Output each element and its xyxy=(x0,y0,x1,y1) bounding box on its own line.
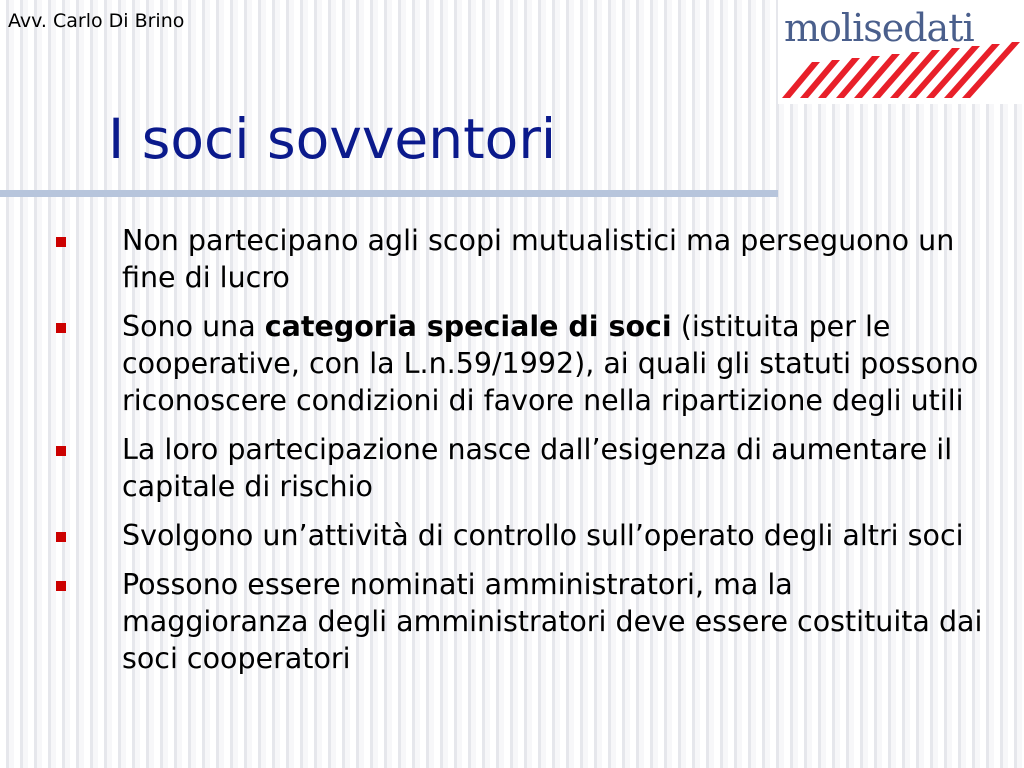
bullet-text-bold: categoria speciale di soci xyxy=(264,310,672,343)
bullet-list xyxy=(0,222,1024,689)
molisedati-logo xyxy=(778,0,1024,104)
author-label: Avv. Carlo Di Brino xyxy=(8,10,185,32)
bullet-text-post: (istituita per le cooperative, con la L.n.59/1992), ai quali gli statuti possono riconoscere condizioni di favore nella ripartizione degli utili xyxy=(122,310,979,417)
bullet-text: Non partecipano agli scopi mutualistici ma perseguono un fine di lucro xyxy=(122,224,955,294)
square-bullet-icon xyxy=(56,532,66,542)
bullet-text: La loro partecipazione nasce dall’esigenza di aumentare il capitale di rischio xyxy=(122,433,953,503)
title-divider xyxy=(0,190,778,197)
bullet-item xyxy=(0,431,1024,505)
slide-title: I soci sovventori xyxy=(108,107,557,171)
bullet-item xyxy=(0,308,1024,419)
square-bullet-icon xyxy=(56,237,66,247)
square-bullet-icon xyxy=(56,323,66,333)
logo-wordmark: molisedati xyxy=(784,6,974,50)
bullet-text-pre: Sono una xyxy=(122,310,265,343)
bullet-text: Svolgono un’attività di controllo sull’operato degli altri soci xyxy=(122,519,964,552)
bullet-item xyxy=(0,222,1024,296)
square-bullet-icon xyxy=(56,446,66,456)
bullet-text: Possono essere nominati amministratori, ma la maggioranza degli amministratori deve essere costituita dai soci cooperatori xyxy=(122,568,983,675)
bullet-item xyxy=(0,566,1024,677)
square-bullet-icon xyxy=(56,581,66,591)
bullet-item xyxy=(0,517,1024,554)
